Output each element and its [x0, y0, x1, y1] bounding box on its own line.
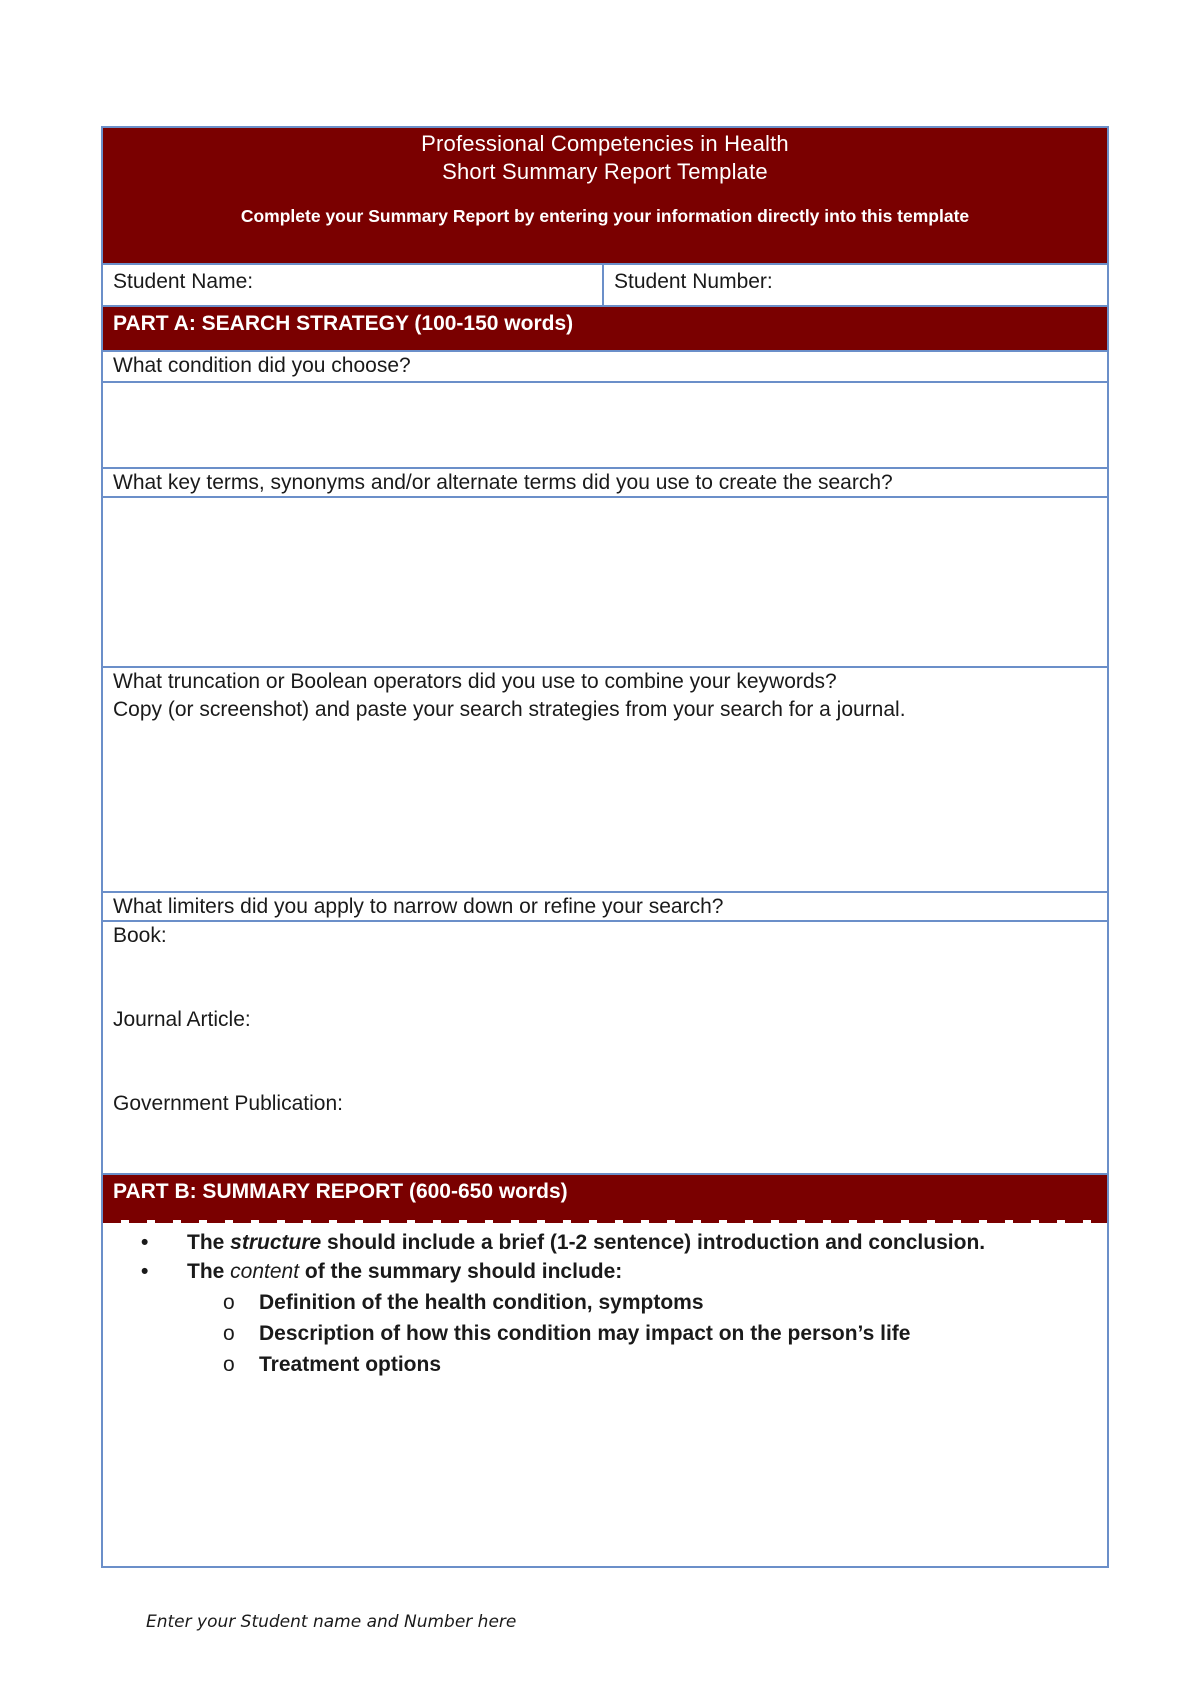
bullet-icon: •: [141, 1231, 149, 1254]
student-info-row: [103, 265, 1107, 307]
student-name-label: Student Name:: [113, 270, 254, 293]
list-item: • The structure should include a brief (1-2 sentence) introduction and conclusion.: [177, 1228, 1037, 1257]
summary-instructions: [103, 1220, 1107, 1379]
circle-bullet-icon: o: [223, 1353, 235, 1376]
question-boolean-line-1: What truncation or Boolean operators did you use to combine your keywords?: [113, 670, 837, 693]
limiter-government-label: Government Publication:: [113, 1092, 343, 1115]
summary-report-field[interactable]: [103, 1220, 1107, 1566]
student-number-label: Student Number:: [614, 270, 773, 293]
limiter-journal-label: Journal Article:: [113, 1008, 251, 1031]
divider: [103, 1220, 1107, 1223]
title-line-1: Professional Competencies in Health: [421, 131, 789, 156]
report-template-table: [101, 126, 1109, 1568]
limiter-book-label: Book:: [113, 924, 167, 947]
question-condition: What condition did you choose?: [103, 352, 1107, 383]
part-b-heading: PART B: SUMMARY REPORT (600-650 words): [103, 1175, 1107, 1220]
question-boolean-field[interactable]: [103, 668, 1107, 893]
answer-key-terms-field[interactable]: [103, 498, 1107, 668]
list-item: o Treatment options: [177, 1350, 1037, 1379]
question-key-terms: What key terms, synonyms and/or alternate terms did you use to create the search?: [103, 469, 1107, 498]
answer-limiters-field[interactable]: [103, 922, 1107, 1175]
student-number-field[interactable]: [604, 265, 1107, 305]
question-boolean-line-2: Copy (or screenshot) and paste your search strategies from your search for a journal.: [113, 698, 906, 721]
content-emphasis: content: [230, 1260, 300, 1283]
student-name-field[interactable]: [103, 265, 604, 305]
question-limiters: What limiters did you apply to narrow down or refine your search?: [103, 893, 1107, 922]
structure-emphasis: structure: [230, 1231, 322, 1254]
template-instruction: Complete your Summary Report by entering your information directly into this template: [240, 206, 970, 226]
template-title: [103, 130, 1107, 186]
footer-note: Enter your Student name and Number here: [146, 1612, 517, 1632]
list-item: o Description of how this condition may impact on the person’s life: [177, 1319, 1037, 1348]
list-item: • The content of the summary should include:: [177, 1257, 1037, 1286]
template-header: [103, 128, 1107, 265]
part-a-heading: PART A: SEARCH STRATEGY (100-150 words): [103, 307, 1107, 352]
circle-bullet-icon: o: [223, 1291, 235, 1314]
answer-condition-field[interactable]: [103, 383, 1107, 469]
circle-bullet-icon: o: [223, 1322, 235, 1345]
list-item: o Definition of the health condition, symptoms: [177, 1288, 1037, 1317]
title-line-2: Short Summary Report Template: [442, 159, 768, 184]
bullet-icon: •: [141, 1260, 149, 1283]
